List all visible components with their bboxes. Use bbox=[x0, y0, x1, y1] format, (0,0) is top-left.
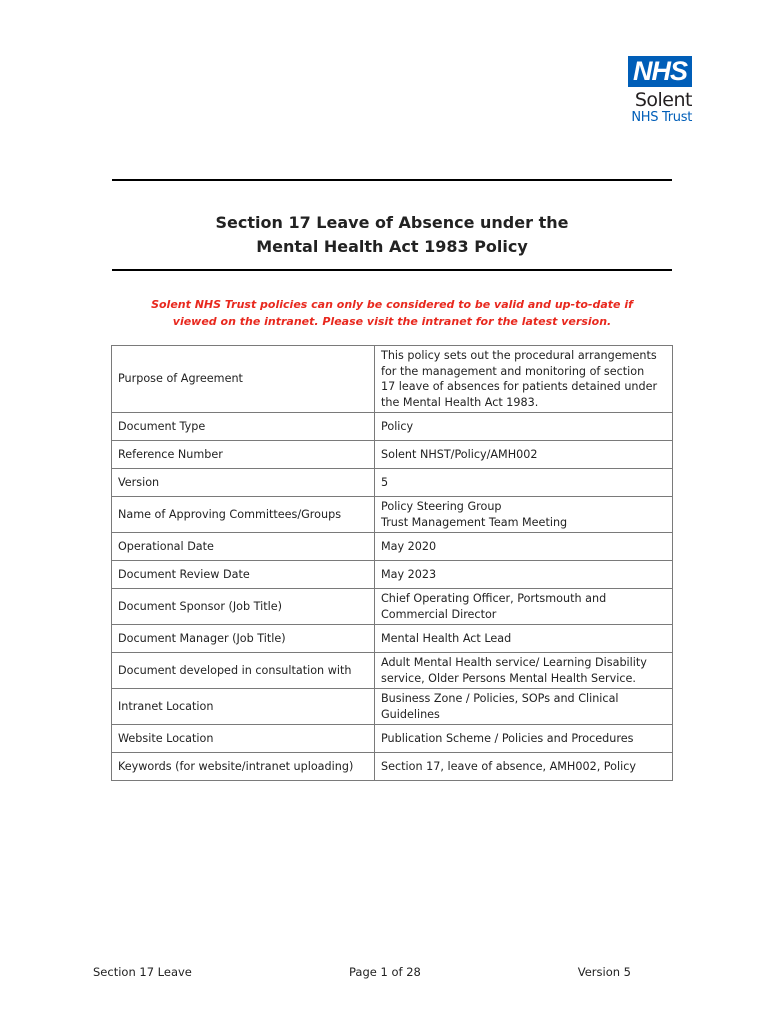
table-row bbox=[112, 533, 673, 561]
row-value-line: This policy sets out the procedural arrangements bbox=[381, 349, 657, 362]
document-info-table bbox=[111, 345, 673, 781]
document-title bbox=[112, 211, 672, 259]
logo-trust-name: NHS Trust bbox=[631, 110, 692, 125]
row-value bbox=[375, 497, 673, 533]
table-row bbox=[112, 413, 673, 441]
document-title-line-1: Section 17 Leave of Absence under the bbox=[215, 213, 569, 232]
row-value-line: Business Zone / Policies, SOPs and Clinical bbox=[381, 692, 619, 705]
row-value-line: Chief Operating Officer, Portsmouth and bbox=[381, 592, 607, 605]
footer-version: Version 5 bbox=[577, 965, 631, 979]
table-row bbox=[112, 689, 673, 725]
row-value: May 2023 bbox=[375, 561, 673, 589]
table-row bbox=[112, 441, 673, 469]
row-label: Document Review Date bbox=[112, 561, 375, 589]
table-row bbox=[112, 469, 673, 497]
row-value bbox=[375, 589, 673, 625]
document-title-line-2: Mental Health Act 1983 Policy bbox=[256, 237, 528, 256]
validity-notice-line-2: viewed on the intranet. Please visit the intranet for the latest version. bbox=[172, 315, 612, 328]
row-value-line: the Mental Health Act 1983. bbox=[381, 395, 539, 409]
table-row bbox=[112, 625, 673, 653]
row-value: Policy bbox=[375, 413, 673, 441]
row-label: Document Manager (Job Title) bbox=[112, 625, 375, 653]
row-value-line: service, Older Persons Mental Health Service. bbox=[381, 671, 636, 685]
row-value-line: Commercial Director bbox=[381, 607, 497, 621]
row-value: Mental Health Act Lead bbox=[375, 625, 673, 653]
row-label: Reference Number bbox=[112, 441, 375, 469]
row-label: Purpose of Agreement bbox=[112, 346, 375, 413]
row-value bbox=[375, 689, 673, 725]
nhs-logo-mark: NHS bbox=[628, 56, 692, 87]
row-label: Name of Approving Committees/Groups bbox=[112, 497, 375, 533]
row-label: Operational Date bbox=[112, 533, 375, 561]
row-value: Publication Scheme / Policies and Procedures bbox=[375, 725, 673, 753]
row-value-line: Policy Steering Group bbox=[381, 500, 502, 513]
row-value bbox=[375, 653, 673, 689]
row-label: Document developed in consultation with bbox=[112, 653, 375, 689]
table-row bbox=[112, 725, 673, 753]
row-value-line: Trust Management Team Meeting bbox=[381, 515, 568, 529]
row-label: Keywords (for website/intranet uploading) bbox=[112, 753, 375, 781]
row-value: Section 17, leave of absence, AMH002, Policy bbox=[375, 753, 673, 781]
row-label: Document Sponsor (Job Title) bbox=[112, 589, 375, 625]
title-rule-bottom bbox=[112, 269, 672, 271]
row-value-line: 17 leave of absences for patients detained under bbox=[381, 380, 658, 393]
footer-section-name: Section 17 Leave bbox=[93, 965, 192, 979]
row-value-line: for the management and monitoring of section bbox=[381, 364, 645, 378]
table-row bbox=[112, 561, 673, 589]
table-row bbox=[112, 497, 673, 533]
row-value: 5 bbox=[375, 469, 673, 497]
row-value bbox=[375, 346, 673, 413]
row-label: Version bbox=[112, 469, 375, 497]
table-row bbox=[112, 653, 673, 689]
validity-notice bbox=[112, 296, 672, 330]
nhs-solent-logo bbox=[606, 56, 692, 125]
row-label: Intranet Location bbox=[112, 689, 375, 725]
table-row bbox=[112, 753, 673, 781]
validity-notice-line-1: Solent NHS Trust policies can only be considered to be valid and up-to-date if bbox=[151, 298, 633, 311]
row-label: Website Location bbox=[112, 725, 375, 753]
title-rule-top bbox=[112, 179, 672, 181]
footer-page-number: Page 1 of 28 bbox=[349, 965, 421, 979]
row-value-line: Adult Mental Health service/ Learning Disability bbox=[381, 656, 647, 669]
table-row bbox=[112, 346, 673, 413]
table-row bbox=[112, 589, 673, 625]
row-label: Document Type bbox=[112, 413, 375, 441]
row-value-line: Guidelines bbox=[381, 707, 440, 721]
logo-org-name: Solent bbox=[634, 89, 692, 111]
row-value: May 2020 bbox=[375, 533, 673, 561]
row-value: Solent NHST/Policy/AMH002 bbox=[375, 441, 673, 469]
